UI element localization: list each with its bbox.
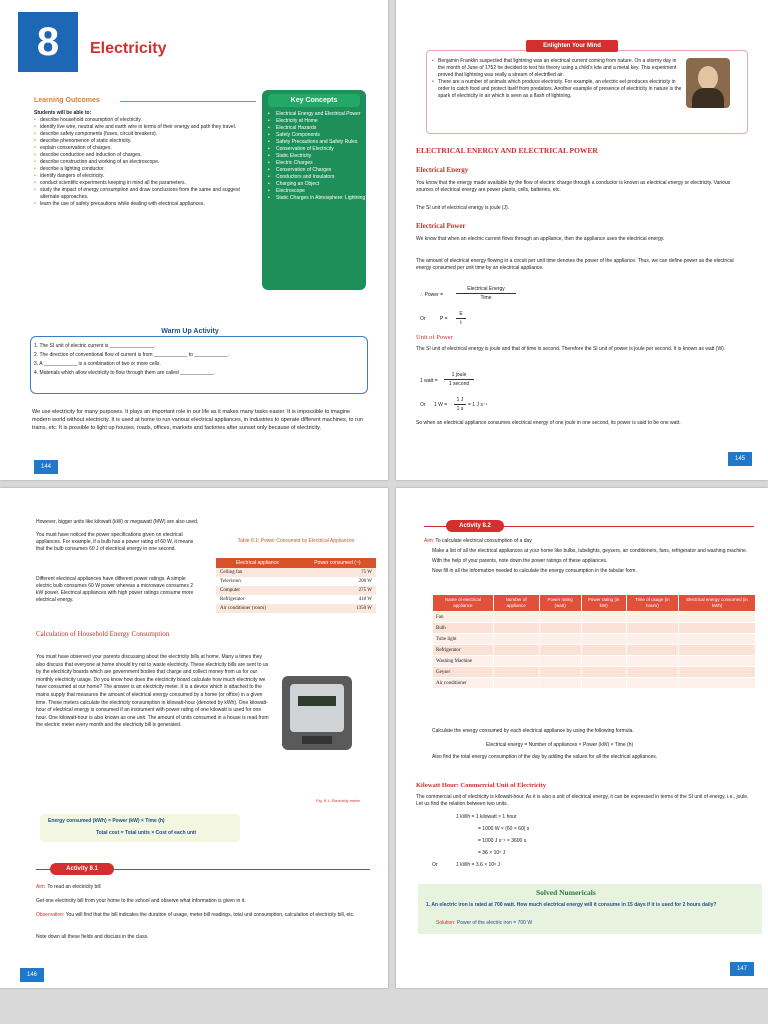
key-concept-item: • Conductors and Insulators [262,174,366,181]
table-cell: 275 W [299,586,376,595]
warm-up-item: 4. Materials which allow electricity to flow through them are called ____________. [34,370,215,376]
formula2-numerator: E [456,311,466,319]
watt2-rhs: = 1 J s⁻¹ [468,402,488,408]
key-concepts-box [262,90,366,290]
table-row [433,667,756,678]
table-cell-input[interactable] [679,623,756,634]
table-cell-input[interactable] [679,667,756,678]
table-cell-input[interactable] [581,612,626,623]
activity-badge: Activity 8.1 [50,863,114,875]
kwh-line: = 1000 J s⁻¹ × 3600 s [478,838,527,844]
key-concept-item: • Electric Charges [262,160,366,167]
top-line: However, bigger units like kilowatt (kW) or megawatt (MW) are also used. [36,519,199,525]
key-concept-item: • Static Electricity [262,153,366,160]
kwh-line: = 36 × 10⁵ J [478,850,506,856]
table-header: Power consumed (~) [299,558,376,568]
table-caption: Table 8.1: Power Consumed by Electrical Appliances [237,538,355,544]
table-header: Power rating (watt) [539,595,581,612]
note-text: Note down all these fields and discuss in the class. [36,934,149,940]
table-cell-input[interactable] [626,667,679,678]
kwh-or: Or [432,862,438,868]
aim-label: Aim: [36,884,46,890]
key-concepts-list [262,111,366,202]
table-cell-input[interactable] [626,645,679,656]
page-146 [0,488,388,988]
kwh-text: The commercial unit of electricity is kilowatt-hour. As it is also a unit of electrical energy, it can be expressed in terms of the SI unit of energy, i.e., joule. Let us find the relation between two units. [416,794,749,807]
table-header: Electrical energy consumed (in kWh) [679,595,756,612]
formula-lhs: ∴ Power = [420,292,444,298]
energy-formula: Electrical energy = Number of appliances × Power (kW) × Time (h) [486,742,634,748]
table-cell: 200 W [299,577,376,586]
table-cell-input[interactable] [626,678,679,689]
table-row [216,604,376,613]
table-cell-input[interactable] [539,634,581,645]
meter-display [298,696,336,706]
table-cell-input[interactable] [539,612,581,623]
table-cell: Washing Machine [433,656,494,667]
watt2-lhs: 1 W = [434,402,448,408]
closing-text: So when an electrical appliance consumes electrical energy of one joule in one second, its power is said to be one watt. [416,420,681,426]
outcomes-divider [120,101,256,102]
table-row [433,612,756,623]
key-concepts-title: Key Concepts [268,94,360,107]
table-cell-input[interactable] [539,678,581,689]
table-header: Time of usage (in hours) [626,595,679,612]
formula2-lhs: P = [440,316,448,322]
table-cell: Air conditioner (room) [216,604,299,613]
key-concept-item: • Electricity at Home [262,118,366,125]
observation-text: You will find that the bill indicates the duration of usage, meter bill readings, total unit consumption, calculation of electricity bill, etc. [65,912,355,918]
key-concept-item: • Conservation of Charges [262,167,366,174]
page-number: 147 [730,962,754,976]
table-cell: Television [216,577,299,586]
calc-heading: Calculation of Household Energy Consumption [36,630,170,638]
outcomes-intro: Students will be able to: [34,110,92,116]
formula2-denominator: t [460,320,462,326]
table-cell-input[interactable] [626,612,679,623]
table-cell-input[interactable] [581,656,626,667]
table-cell-input[interactable] [493,656,539,667]
key-concept-item: • Electrical Hazards [262,125,366,132]
table-header: Electrical appliance [216,558,299,568]
table-cell: Computer [216,586,299,595]
energy-heading: Electrical Energy [416,166,469,174]
page-number: 144 [34,460,58,474]
power-heading: Electrical Power [416,222,466,230]
key-concept-item: • Static Charges in Atmosphere: Lightning [262,195,366,202]
table-cell-input[interactable] [493,667,539,678]
table-cell-input[interactable] [493,612,539,623]
table-cell-input[interactable] [679,678,756,689]
table-header: Name of electrical appliance [433,595,494,612]
bullet-item: Also find the total energy consumption of the day by adding the values for all the electrical appliances. [432,754,658,760]
solution-text: Power of the electric iron = 700 W [456,920,533,926]
outcome-item: • learn the use of safety precautions while dealing with electrical appliances. [34,201,256,208]
enlighten-item: • There are a number of animals which produce electricity. For example, an electric eel produces electricity in order to catch food and protect itself from predators. Another example of presence of electricity in nature is the spark of electricity in air which is seen as a flash of lightning. [432,79,682,100]
page-147 [396,488,768,988]
watt-lhs: 1 watt = [420,378,438,384]
enlighten-title: Enlighten Your Mind [526,40,618,52]
watt-numerator: 1 joule [444,372,474,380]
enlighten-item: • Benjamin Franklin suspected that lightning was an electrical current coming from nature. On a stormy day in the month of June of 1752 he decided to test his theory using a child's kite and a metal key. This experiment proved that lightning was really a stream of electrified air. [432,58,682,79]
outcome-item: • identify dangers of electricity. [34,173,256,180]
energy-unit: The SI unit of electrical energy is joule (J). [416,205,510,211]
bullet-item: Make a list of all the electrical appliances at your home like bulbs, tubelights, geysers, air conditioners, fans, refrigerator and washing machine. [432,548,748,554]
watt-denominator: 1 second [448,381,470,387]
outcome-item: • describe safety components (fuses, circuit breakers). [34,131,256,138]
outcome-item: • identify live wire, neutral wire and earth wire in terms of their energy and path they travel. [34,124,256,131]
warm-up-item: 3. A ____________ is a combination of two or more cells. [34,361,161,367]
page-144 [0,0,388,480]
key-concept-item: • Conservation of Electricity [262,146,366,153]
table-cell: 1350 W [299,604,376,613]
warm-up-item: 1. The SI unit of electric current is ________________. [34,343,156,349]
para-1: You must have noticed the power specifications given on electrical appliances. For example, if a bulb has a power rating of 60 W, it means that the bulb consumes 60 J of electrical energy in one second. [36,532,194,552]
bullet-item: Now fill in all the information needed to calculate the energy consumption in the tabular form. [432,568,637,574]
table-row [433,634,756,645]
power-table [216,558,376,613]
table-cell-input[interactable] [626,656,679,667]
outcome-item: • describe a lighting conductor. [34,166,256,173]
aim-text: To calculate electrical consumption of a day [435,538,532,544]
table-cell-input[interactable] [539,645,581,656]
para-2: Different electrical appliances have different power ratings. A simple electric bulb consumes 60 W power whereas a microwave consumes 2 kW power. Electrical appliances with high power ratings consume more electrical energy. [36,576,194,603]
table-row [433,645,756,656]
table-cell: Bulb [433,623,494,634]
table-cell: Ceiling fan [216,568,299,577]
solved-question: 1. An electric iron is rated at 700 watt. How much electrical energy will it consume in 15 days if it is used for 2 hours daily? [426,902,717,908]
energy-text: You know that the energy made available by the flow of electric charge through a conductor is known as electrical energy or electricity. Various sources of electrical energy are power plants, cells, batteries, etc. [416,180,731,193]
table-cell: Fan [433,612,494,623]
table-cell-input[interactable] [581,623,626,634]
key-concept-item: • Safety Components [262,132,366,139]
bullet-item: With the help of your parents, note down the power ratings of these appliances. [432,558,608,564]
table-cell-input[interactable] [581,678,626,689]
watt2-denominator: 1 s [456,406,464,412]
table-cell-input[interactable] [493,634,539,645]
table-header: Power rating (in kW) [581,595,626,612]
key-concept-item: • Electrical Energy and Electrical Power [262,111,366,118]
chapter-number: 8 [18,12,78,72]
electricity-meter-image [282,676,352,750]
table-cell: 418 W [299,595,376,604]
kwh-line: = 1000 W × (60 × 60) s [478,826,530,832]
table-row [433,678,756,689]
table-cell: Geyser [433,667,494,678]
table-row [216,568,376,577]
intro-paragraph: We use electricity for many purposes. It plays an important role in our life as it makes many tasks easier. It is impossible to imagine modern world without electricity. It is used at home to run various electrical appliances, in industries to operate different machines, to run trains, etc. It is possible to light up houses, roads, offices, markets and factories after sunset only because of electricity. [32,409,363,431]
kwh-line: 1 kWh = 1 kilowatt × 1 hour [456,814,517,820]
table-row [216,577,376,586]
warm-up-item: 2. The direction of conventional flow of current is from ____________ to ____________. [34,352,230,358]
learning-outcomes-title: Learning Outcomes [34,97,100,104]
figure-caption: Fig. 8.1: Electricity meter [316,798,361,803]
unit-heading: Unit of Power [416,334,453,341]
warm-up-title: Warm Up Activity [110,328,270,335]
outcome-item: • describe construction and working of an electroscope. [34,159,256,166]
table-cell-input[interactable] [493,645,539,656]
formula2-or: Or [420,316,426,322]
table-cell-input[interactable] [679,634,756,645]
table-cell-input[interactable] [581,645,626,656]
table-row [216,595,376,604]
table-cell-input[interactable] [581,667,626,678]
outcome-item: • describe phenomenon of static electricity. [34,138,256,145]
table-cell: Tube light [433,634,494,645]
formula-denominator: Time [480,295,492,301]
table-row [433,656,756,667]
outcome-item: • conduct scientific experiments keeping in mind all the parameters. [34,180,256,187]
table-cell-input[interactable] [626,623,679,634]
franklin-portrait [686,58,730,108]
table-row [433,623,756,634]
table-cell-input[interactable] [493,678,539,689]
bullet-item: Calculate the energy consumed by each electrical appliance by using the following formula. [432,728,634,734]
table-row [216,586,376,595]
table-cell-input[interactable] [539,667,581,678]
observation-label: Observation: [36,912,65,918]
table-cell-input[interactable] [539,623,581,634]
outcome-item: • explain conservation of charges. [34,145,256,152]
outcome-item: • study the impact of energy consumption and draw conclusions from the same and suggest alternate approaches. [34,187,256,201]
formula-numerator: Electrical Energy [456,286,516,294]
key-concept-item: • Safety Precautions and Safety Rules [262,139,366,146]
chapter-title: Electricity [90,40,167,57]
consumption-table [432,594,756,689]
solved-heading: Solved Numericals [536,888,596,897]
table-cell: Refrigerator [216,595,299,604]
table-cell-input[interactable] [581,634,626,645]
watt2-numerator: 1 J [454,397,466,405]
learning-outcomes-list [34,110,256,208]
key-concept-item: • Electroscope [262,188,366,195]
table-cell-input[interactable] [679,656,756,667]
kwh-heading: Kilowatt Hour: Commercial Unit of Electricity [416,782,547,789]
key-concept-item: • Charging an Object [262,181,366,188]
page-145 [396,0,768,480]
table-cell-input[interactable] [493,623,539,634]
activity-bullets [432,548,756,575]
outcome-item: • describe household consumption of electricity. [34,117,256,124]
page-number: 145 [728,452,752,466]
activity-badge: Activity 8.2 [446,520,504,532]
power-text-2: The amount of electrical energy flowing in a circuit per unit time denotes the power of the appliance. Thus, we can define power as the electrical energy consumed per unit time by an electrical appliance. [416,258,734,271]
aim-text: To read an electricity bill [47,884,101,890]
calc-text: You must have observed your parents discussing about the electricity bills at home. Many a times they also discuss that everyone at home should try not to waste electricity. These electricity bills are sent to us by the electricity boards which are government bodies that charge and collect money from us for our monthly electricity usage. Do you know how does the electricity board calculate how much electricity we have consumed at our home? The answer is an electricity meter. It is a device which is attached to the mains supply that measures the amount of electrical energy consumed by a home (or office) in a given time. These meters calculate the electricity consumption in kilowatt-hour (denoted by kWh). One kilowatt-hour of electrical energy is consumed if an instrument with power rating of one kilowatt is used for one hour. One kilowatt-hour is also known as one unit. The amount of units consumed in a house is read from the electric meter every month and the electricity bill is generated. [36,654,269,729]
enlighten-text [432,58,682,100]
page-number: 146 [20,968,44,982]
table-cell: Air conditioner [433,678,494,689]
activity-text: Get one electricity bill from your home to the school and observe what information is given in it. [36,898,246,904]
power-text-1: We know that when an electric current flows through an appliance, then the appliance uses the electrical energy. [416,236,665,242]
table-cell-input[interactable] [679,645,756,656]
cost-formula: Total cost = Total units × Cost of each unit [96,830,197,836]
warm-up-list [34,342,229,378]
kwh-final: 1 kWh = 3.6 × 10⁶ J [456,862,501,868]
solution-label: Solution: [436,920,456,926]
section-heading: ELECTRICAL ENERGY AND ELECTRICAL POWER [416,146,598,155]
meter-base [302,736,332,744]
table-cell-input[interactable] [539,656,581,667]
table-cell-input[interactable] [626,634,679,645]
meter-face [290,684,344,732]
aim-label: Aim: [424,538,434,544]
table-cell-input[interactable] [679,612,756,623]
table-cell: 75 W [299,568,376,577]
unit-text: The SI unit of electrical energy is joule and that of time is second. Therefore the SI unit of power is joule per second. It is known as watt (W). [416,346,726,352]
table-cell: Refrigerator [433,645,494,656]
watt2-or: Or [420,402,426,408]
energy-formula: Energy consumed (kWh) = Power (kW) × Time (h) [48,818,165,824]
table-header: Number of appliance [493,595,539,612]
outcome-item: • describe conduction and induction of charges. [34,152,256,159]
